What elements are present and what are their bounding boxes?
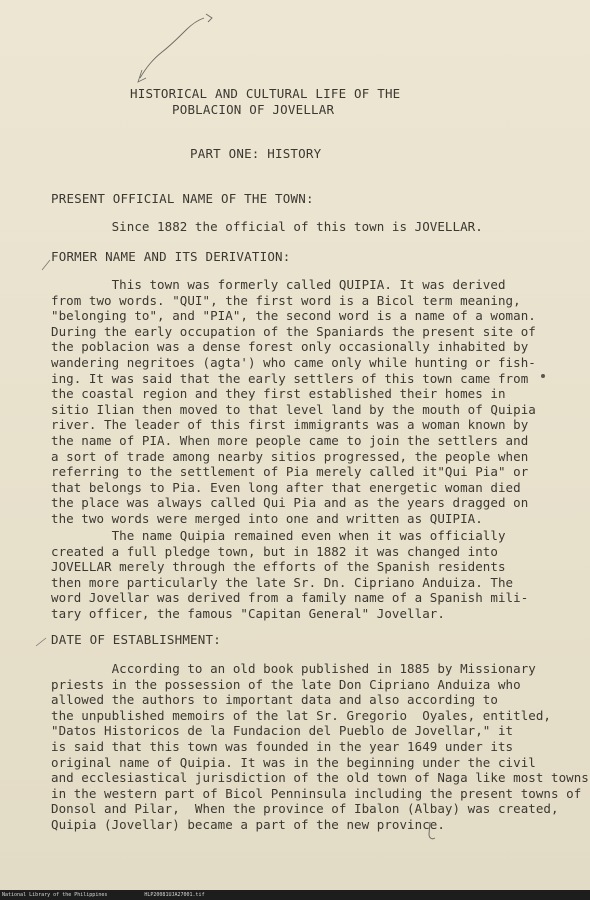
pen-mark [34,636,48,648]
section-paragraph: Since 1882 the official of this town is JOVELLAR. [51,219,483,234]
archive-footer [0,890,590,900]
footer-file: HLP20081UJA27001.tif [144,892,205,898]
pen-mark [424,820,438,844]
footer-library: National Library of the Philippines [2,892,108,898]
section-heading-official-name: PRESENT OFFICIAL NAME OF THE TOWN: [51,191,314,206]
handwritten-annotation [132,8,222,98]
document-title-line1: HISTORICAL AND CULTURAL LIFE OF THE [130,86,401,101]
section-heading-former-name: FORMER NAME AND ITS DERIVATION: [51,249,291,264]
section-paragraph: According to an old book published in 1885 by Missionary priests in the possession of the late Don Cipriano Anduiza who allowed the authors to important data and also according to the unpublished memoirs of the lat Sr. Gregorio Oyales, entitled, "Datos Historicos de la Fundacion del Pueblo de Jovellar," it is said that this town was founded in the year 1649 under its original name of Quipia. It was in the beginning under the civil and ecclesiastical jurisdiction of the old town of Naga like most towns in the western part of Bicol Penninsula including the present towns of Donsol and Pilar, When the province of Ibalon (Albay) was created, Quipia (Jovellar) became a part of the new province. [51,661,589,832]
section-paragraph: This town was formerly called QUIPIA. It was derived from two words. "QUI", the first word is a Bicol term meaning, "belonging to", and "PIA", the second word is a name of a woman. During the early occupation of the Spaniards the present site of the poblacion was a dense forest only occasionally inhabited by wandering negritoes (agta') who came only while hunting or fish- ing. It was said that the early settlers of this town came from the coastal region and they first established their homes in sitio Ilian then moved to that level land by the mouth of Quipia river. The leader of this first immigrants was a woman known by the name of PIA. When more people came to join the settlers and a sort of trade among nearby sitios progressed, the people when referring to the settlement of Pia merely called it"Qui Pia" or that belongs to Pia. Even long after that energetic woman died the place was always called Qui Pia and as the years dragged on the two words were merged into one and written as QUIPIA. [51,277,536,526]
document-title-line2: POBLACION OF JOVELLAR [172,102,335,117]
part-title: PART ONE: HISTORY [190,146,322,161]
section-paragraph: The name Quipia remained even when it was officially created a full pledge town, but in 1882 it was changed into JOVELLAR merely through the efforts of the Spanish residents then more particularly the late Sr. Dn. Cipriano Anduiza. The word Jovellar was derived from a family name of a Spanish mili- tary officer, the famous "Capitan General" Jovellar. [51,528,529,621]
pen-mark [40,258,52,272]
section-heading-establishment: DATE OF ESTABLISHMENT: [51,632,221,647]
ink-dot [541,374,545,378]
